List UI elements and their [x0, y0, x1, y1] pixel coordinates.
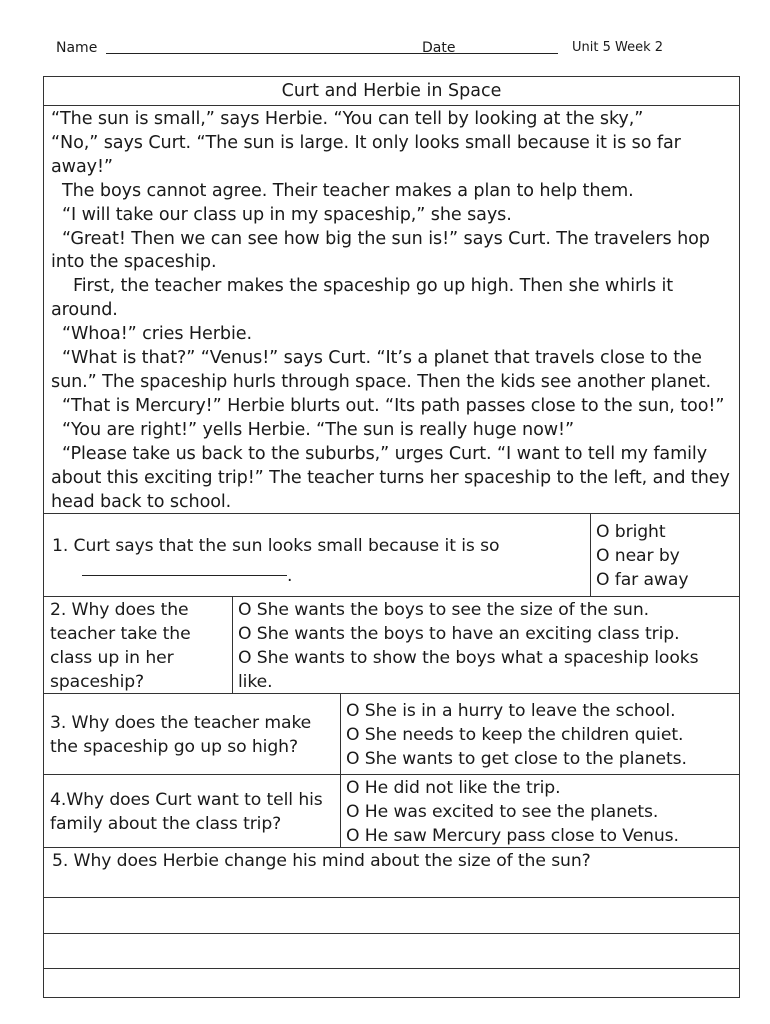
story-paragraph: The boys cannot agree. Their teacher makes a plan to help them.	[51, 180, 634, 201]
column-divider	[590, 513, 591, 596]
answer-line[interactable]	[44, 897, 739, 898]
row-divider	[44, 774, 739, 775]
story-paragraph: “You are right!” yells Herbie. “The sun is really huge now!”	[51, 419, 575, 440]
question-3-text: 3. Why does the teacher make the spaceship go up so high?	[50, 713, 312, 757]
story-paragraph: “No,” says Curt. “The sun is large. It only looks small because it is so far away!”	[51, 132, 681, 177]
story-paragraph: “Great! Then we can see how big the sun is!” says Curt. The travelers hop into the spaceship.	[51, 228, 710, 273]
story-paragraph: “Please take us back to the suburbs,” urges Curt. “I want to tell my family about this exciting trip!” The teacher turns her spaceship to the left, and they head back to school.	[51, 443, 730, 512]
story-paragraph: “That is Mercury!” Herbie blurts out. “Its path passes close to the sun, too!”	[51, 395, 725, 416]
story-paragraph: “I will take our class up in my spaceship,” she says.	[51, 204, 512, 225]
date-label: Date	[422, 40, 456, 56]
question-4-options	[346, 776, 738, 848]
column-divider	[232, 596, 233, 693]
row-divider	[44, 513, 739, 514]
answer-option[interactable]: O She wants the boys to have an exciting class trip.	[238, 624, 680, 644]
answer-option[interactable]: O He saw Mercury pass close to Venus.	[346, 826, 679, 846]
answer-option[interactable]: O near by	[596, 546, 680, 566]
answer-line[interactable]	[44, 933, 739, 934]
question-3-options	[346, 699, 738, 771]
row-divider	[44, 693, 739, 694]
answer-option[interactable]: O She needs to keep the children quiet.	[346, 725, 684, 745]
question-4-text: 4.Why does Curt want to tell his family about the class trip?	[50, 790, 323, 834]
worksheet-table	[43, 76, 740, 998]
question-2-options	[238, 598, 738, 694]
story-paragraph: “The sun is small,” says Herbie. “You can tell by looking at the sky,”	[51, 109, 644, 129]
question-1-text: 1. Curt says that the sun looks small because it is so	[52, 536, 500, 556]
question-1-blank[interactable]	[82, 575, 287, 576]
date-field[interactable]	[462, 52, 558, 54]
answer-option[interactable]: O She wants to get close to the planets.	[346, 749, 687, 769]
answer-option[interactable]: O She wants to show the boys what a spaceship looks like.	[238, 648, 699, 692]
story-paragraph: “Whoa!” cries Herbie.	[51, 324, 252, 345]
story-title: Curt and Herbie in Space	[44, 77, 739, 106]
question-1-blank-end: .	[287, 566, 293, 586]
row-divider	[44, 847, 739, 848]
name-label: Name	[56, 40, 98, 56]
column-divider	[340, 774, 341, 847]
column-divider	[340, 693, 341, 774]
answer-option[interactable]: O She wants the boys to see the size of the sun.	[238, 600, 650, 620]
answer-line[interactable]	[44, 968, 739, 969]
answer-option[interactable]: O She is in a hurry to leave the school.	[346, 701, 676, 721]
question-1-options	[596, 520, 736, 592]
answer-option[interactable]: O He was excited to see the planets.	[346, 802, 659, 822]
question-5-text: 5. Why does Herbie change his mind about the size of the sun?	[52, 851, 591, 871]
story-paragraph: “What is that?” “Venus!” says Curt. “It’s a planet that travels close to the sun.” The spaceship hurls through space. Then the kids see another planet.	[51, 348, 712, 392]
row-divider	[44, 596, 739, 597]
answer-option[interactable]: O bright	[596, 522, 666, 542]
name-field[interactable]	[106, 52, 468, 54]
worksheet-header	[56, 38, 716, 58]
story-text	[51, 108, 735, 514]
answer-option[interactable]: O far away	[596, 570, 689, 590]
answer-option[interactable]: O He did not like the trip.	[346, 778, 561, 798]
question-2-text: 2. Why does the teacher take the class up in her spaceship?	[50, 600, 191, 692]
unit-label: Unit 5 Week 2	[572, 40, 664, 55]
story-paragraph: First, the teacher makes the spaceship go up high. Then she whirls it around.	[51, 276, 674, 321]
